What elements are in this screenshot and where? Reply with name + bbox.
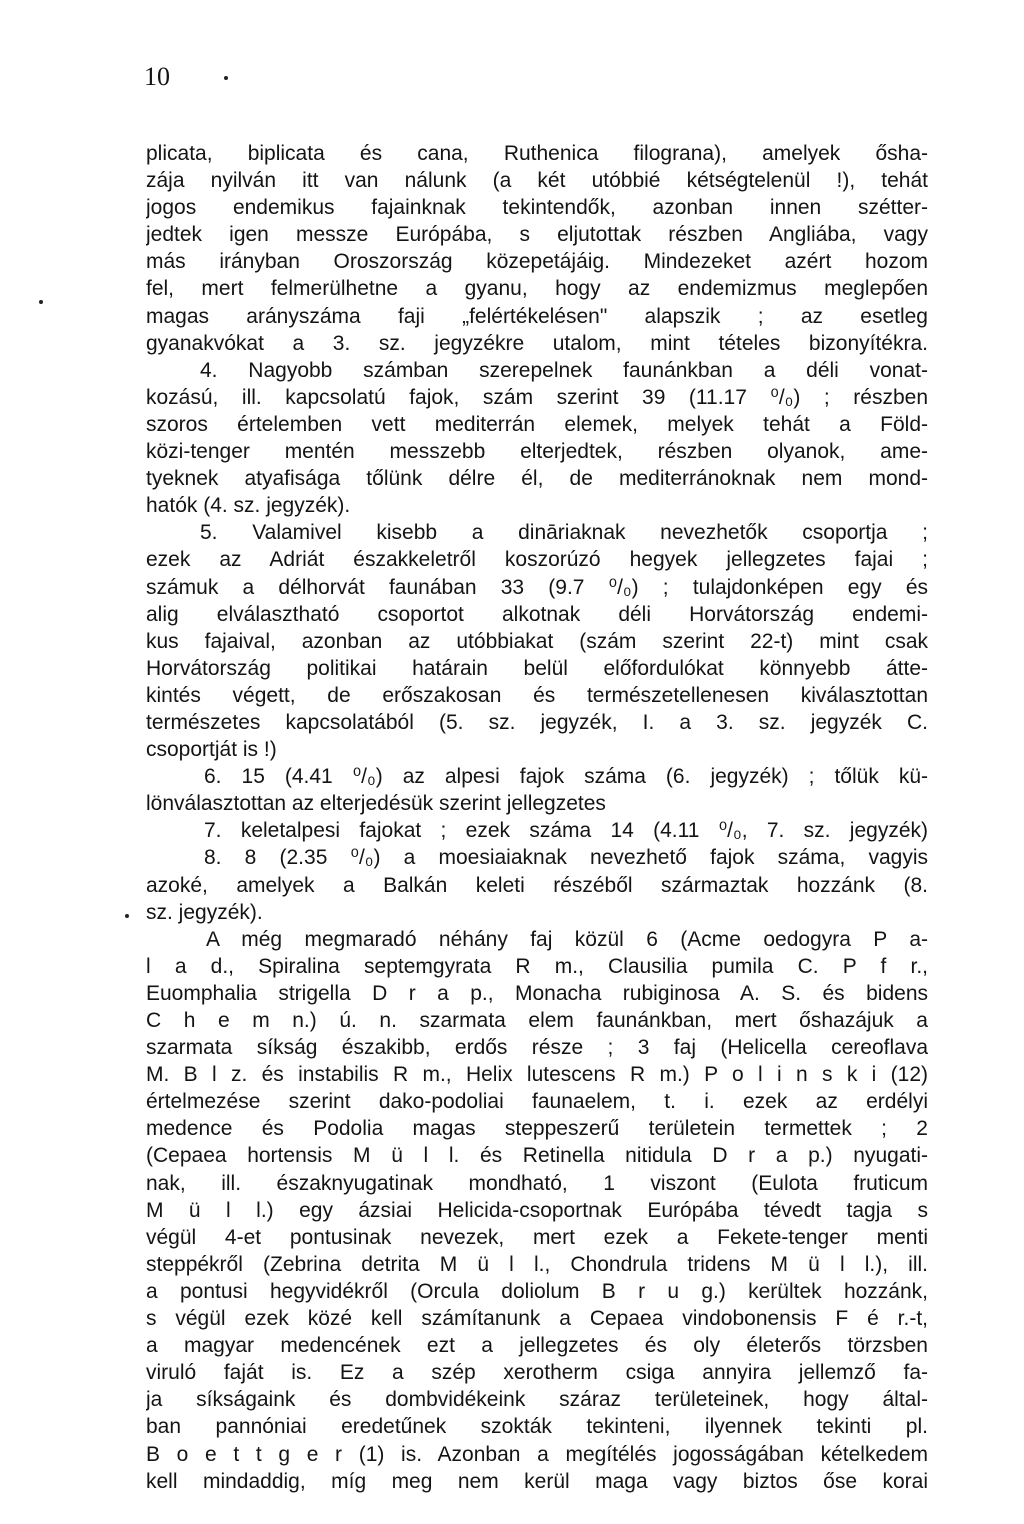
text-line: szoros értelemben vett mediterrán elemek, melyek tehát a Föld- — [146, 412, 928, 436]
text-line: ja síkságaink és dombvidékeink száraz területeinek, hogy által- — [146, 1388, 928, 1412]
text-line: gyanakvókat a 3. sz. jegyzékre utalom, mint tételes bizonyítékra. — [146, 331, 928, 355]
text-line: értelmezése szerint dako-podoliai faunaelem, t. i. ezek az erdélyi — [146, 1090, 928, 1114]
text-line: steppékről (Zebrina detrita M ü l l., Chondrula tridens M ü l l.), ill. — [146, 1252, 928, 1276]
text-line: zája nyilván itt van nálunk (a két utóbbié kétségtelenül !), tehát — [146, 169, 928, 193]
text-line: 6. 15 (4.41 ⁰/₀) az alpesi fajok száma (6. jegyzék) ; tőlük kü- — [204, 765, 928, 789]
text-line: l a d., Spiralina septemgyrata R m., Clausilia pumila C. P f r., — [146, 954, 928, 978]
text-line: medence és Podolia magas steppeszerű területein termettek ; 2 — [146, 1117, 928, 1141]
text-line: fel, mert felmerülhetne a gyanu, hogy az endemizmus meglepően — [146, 277, 928, 301]
text-line: más irányban Oroszország közepetájáig. Mindezeket azért hozom — [146, 250, 928, 274]
text-line: sz. jegyzék). — [146, 900, 263, 924]
text-line: jedtek igen messze Európába, s eljutottak részben Angliába, vagy — [146, 223, 928, 247]
text-line: nak, ill. északnyugatinak mondható, 1 viszont (Eulota fruticum — [146, 1171, 928, 1195]
text-line: hatók (4. sz. jegyzék). — [146, 494, 351, 518]
text-line: ban pannóniai eredetűnek szokták tekinteni, ilyennek tekinti pl. — [146, 1415, 928, 1439]
text-line: C h e m n.) ú. n. szarmata elem faunánkban, mert őshazájuk a — [146, 1009, 928, 1032]
text-line: kozású, ill. kapcsolatú fajok, szám szerint 39 (11.17 ⁰/₀) ; részben — [146, 385, 928, 409]
text-line: közi-tenger mentén messzebb elterjedtek, részben olyanok, ame- — [146, 440, 928, 464]
text-line: kintés végett, de erőszakosan és természetellenesen kiválasztottan — [146, 683, 928, 707]
margin-dot — [224, 76, 228, 80]
page-number: 10 — [144, 62, 170, 91]
text-line: 5. Valamivel kisebb a dināriaknak nevezhetők csoportja ; — [200, 521, 928, 545]
text-line: M. B l z. és instabilis R m., Helix lutescens R m.) P o l i n s k i (12) — [146, 1063, 928, 1087]
text-line: magas arányszáma faji „felértékelésen" alapszik ; az esetleg — [146, 304, 928, 328]
body-text — [146, 140, 928, 1495]
text-line: lönválasztottan az elterjedésük szerint jellegzetes — [146, 792, 606, 816]
text-line: természetes kapcsolatából (5. sz. jegyzék, I. a 3. sz. jegyzék C. — [146, 710, 928, 734]
text-line: (Cepaea hortensis M ü l l. és Retinella nitidula D r a p.) nyugati- — [146, 1144, 928, 1168]
text-line: azoké, amelyek a Balkán keleti részéből származtak hozzánk (8. — [146, 873, 928, 897]
text-line: tyeknek atyafisága tőlünk délre él, de mediterránoknak nem mond- — [146, 467, 928, 491]
text-line: számuk a délhorvát faunában 33 (9.7 ⁰/₀) ; tulajdonképen egy és — [146, 575, 928, 599]
margin-dot — [39, 300, 43, 304]
text-line: plicata, biplicata és cana, Ruthenica filograna), amelyek ősha- — [146, 142, 928, 165]
text-line: csoportját is !) — [146, 738, 277, 762]
text-line: szarmata síkság északibb, erdős része ; 3 faj (Helicella cereoflava — [146, 1036, 928, 1060]
text-line: a pontusi hegyvidékről (Orcula doliolum B r u g.) kerültek hozzánk, — [146, 1279, 928, 1303]
text-line: 8. 8 (2.35 ⁰/₀) a moesiaiaknak nevezhető fajok száma, vagyis — [204, 846, 928, 870]
text-line: Horvátország politikai határain belül előfordulókat könnyebb átte- — [146, 656, 928, 680]
text-line: 7. keletalpesi fajokat ; ezek száma 14 (4.11 ⁰/₀, 7. sz. jegyzék) — [204, 819, 928, 843]
text-line: A még megmaradó néhány faj közül 6 (Acme oedogyra P a- — [206, 927, 928, 951]
margin-dot — [125, 914, 129, 918]
text-line: Euomphalia strigella D r a p., Monacha rubiginosa A. S. és bidens — [146, 981, 928, 1005]
text-line: a magyar medencének ezt a jellegzetes és oly életerős törzsben — [146, 1334, 928, 1358]
text-line: s végül ezek közé kell számítanunk a Cepaea vindobonensis F é r.-t, — [146, 1307, 928, 1331]
text-line: végül 4-et pontusinak nevezek, mert ezek a Fekete-tenger menti — [146, 1225, 928, 1249]
text-line: kus fajaival, azonban az utóbbiakat (szám szerint 22-t) mint csak — [146, 629, 928, 653]
text-line: B o e t t g e r (1) is. Azonban a megítélés jogosságában kételkedem — [146, 1442, 928, 1466]
text-line: jogos endemikus fajainknak tekintendők, azonban innen szétter- — [146, 196, 928, 220]
text-line: M ü l l.) egy ázsiai Helicida-csoportnak Európába tévedt tagja s — [146, 1198, 928, 1222]
text-line: viruló faját is. Ez a szép xerotherm csiga annyira jellemző fa- — [146, 1361, 928, 1385]
text-line: ezek az Adriát északkeletről koszorúzó hegyek jellegzetes fajai ; — [146, 548, 928, 572]
text-line: alig elválasztható csoportot alkotnak déli Horvátország endemi- — [146, 602, 928, 626]
text-line: kell mindaddig, míg meg nem kerül maga vagy biztos őse korai — [146, 1469, 928, 1493]
text-line: 4. Nagyobb számban szerepelnek faunánkban a déli vonat- — [200, 358, 928, 382]
